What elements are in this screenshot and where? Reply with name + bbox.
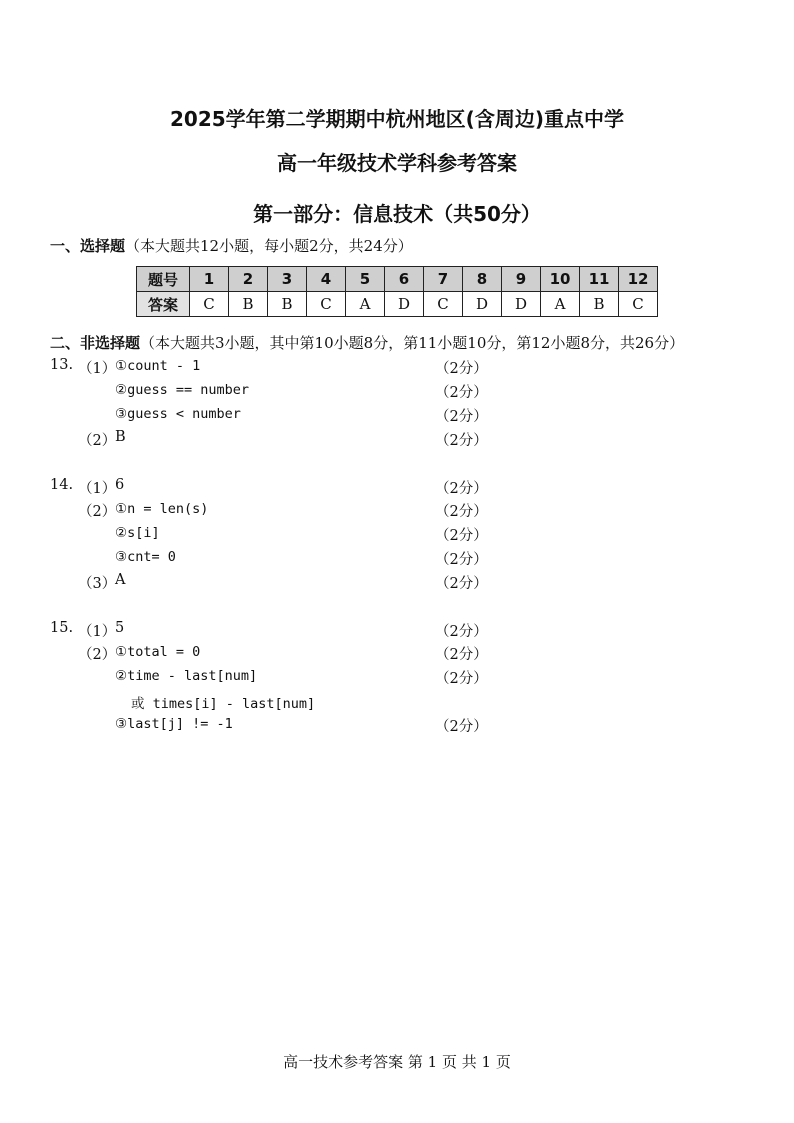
- answer-table: [136, 266, 658, 317]
- q14-score-2: （2分）: [435, 504, 488, 520]
- answer-cell: B: [229, 292, 268, 317]
- q15-answer-2b-alt: 或 times[i] - last[num]: [131, 696, 316, 712]
- section1-head: 一、选择题: [50, 237, 126, 255]
- q13-score-4: （2分）: [435, 433, 488, 449]
- question-number: 7: [424, 267, 463, 292]
- q15-answer-2b: ②time - last[num]: [115, 668, 258, 684]
- q14-answer-2c: ③cnt= 0: [115, 549, 176, 565]
- q15-score-3: （2分）: [435, 671, 488, 687]
- answer-label: 答案: [137, 292, 190, 317]
- q15-part2-label: （2）: [78, 647, 117, 663]
- answer-cell: B: [580, 292, 619, 317]
- question-number: 2: [229, 267, 268, 292]
- question-number: 9: [502, 267, 541, 292]
- question-number: 11: [580, 267, 619, 292]
- q14-score-4: （2分）: [435, 552, 488, 568]
- answer-cell: D: [502, 292, 541, 317]
- section2-heading: [50, 332, 684, 353]
- answer-cell: C: [619, 292, 658, 317]
- section2-note: （本大题共3小题，其中第10小题8分，第11小题10分，第12小题8分，共26分）: [140, 334, 685, 352]
- exam-title: 2025学年第二学期期中杭州地区(含周边)重点中学: [170, 107, 624, 131]
- q14-score-1: （2分）: [435, 481, 488, 497]
- q15-number: 15.: [50, 620, 74, 636]
- q13-answer-2: ②guess == number: [115, 382, 250, 398]
- q14-answer-2b: ②s[i]: [115, 525, 160, 541]
- question-number: 10: [541, 267, 580, 292]
- q15-answer-2a: ①total = 0: [115, 644, 201, 660]
- section1-heading: [50, 235, 413, 256]
- q15-score-2: （2分）: [435, 647, 488, 663]
- answer-cell: A: [346, 292, 385, 317]
- q15-answer-2c: ③last[j] != -1: [115, 716, 233, 732]
- q13-answer-1: ①count - 1: [115, 358, 201, 374]
- q15-score-4: （2分）: [435, 719, 488, 735]
- q13-score-1: （2分）: [435, 361, 488, 377]
- q14-score-5: （2分）: [435, 576, 488, 592]
- q14-answer-2a: ①n = len(s): [115, 501, 209, 517]
- question-number: 5: [346, 267, 385, 292]
- q14-part2-label: （2）: [78, 504, 117, 520]
- answer-cell: C: [424, 292, 463, 317]
- question-number: 3: [268, 267, 307, 292]
- q15-answer-1: 5: [115, 620, 125, 636]
- q14-answer-1: 6: [115, 477, 125, 493]
- question-number: 6: [385, 267, 424, 292]
- q13-score-2: （2分）: [435, 385, 488, 401]
- answer-cell: A: [541, 292, 580, 317]
- number-label: 题号: [137, 267, 190, 292]
- q13-part2-label: （2）: [78, 433, 117, 449]
- q14-score-3: （2分）: [435, 528, 488, 544]
- section1-note: （本大题共12小题，每小题2分，共24分）: [125, 237, 413, 255]
- q15-part1-label: （1）: [78, 624, 117, 640]
- page-footer: 高一技术参考答案 第 1 页 共 1 页: [283, 1053, 511, 1071]
- q14-part3-label: （3）: [78, 576, 117, 592]
- exam-subtitle: 高一年级技术学科参考答案: [277, 151, 517, 175]
- question-number: 12: [619, 267, 658, 292]
- part-title: 第一部分：信息技术（共50分）: [253, 202, 541, 226]
- section2-head: 二、非选择题: [50, 334, 141, 352]
- q15-score-1: （2分）: [435, 624, 488, 640]
- question-number: 8: [463, 267, 502, 292]
- answer-cell: C: [307, 292, 346, 317]
- q13-answer-3: ③guess < number: [115, 406, 241, 422]
- q14-number: 14.: [50, 477, 74, 493]
- answer-cell: B: [268, 292, 307, 317]
- q13-score-3: （2分）: [435, 409, 488, 425]
- q13-number: 13.: [50, 357, 74, 373]
- answer-cell: C: [190, 292, 229, 317]
- question-number: 4: [307, 267, 346, 292]
- q13-answer-b: B: [115, 429, 126, 445]
- q14-part1-label: （1）: [78, 481, 117, 497]
- answer-cell: D: [385, 292, 424, 317]
- q14-answer-3: A: [115, 572, 126, 588]
- answer-table-answer-row: [137, 292, 658, 317]
- answer-table-number-row: [137, 267, 658, 292]
- answer-cell: D: [463, 292, 502, 317]
- question-number: 1: [190, 267, 229, 292]
- q13-part1-label: （1）: [78, 361, 117, 377]
